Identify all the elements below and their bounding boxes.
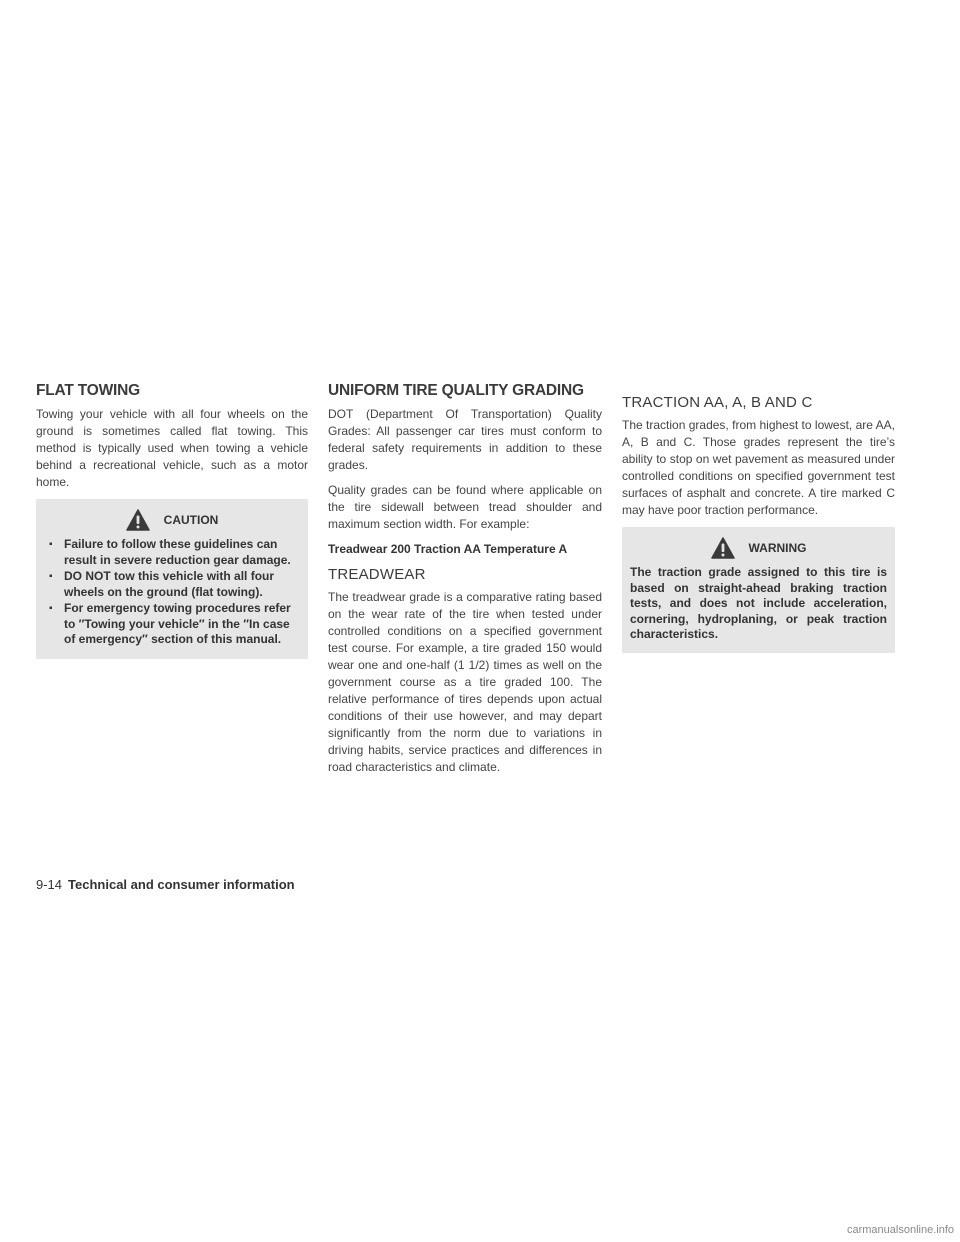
caution-box: [36, 499, 308, 659]
grade-example: Treadwear 200 Traction AA Temperature A: [328, 542, 568, 556]
caution-header: [44, 507, 300, 533]
page-number: 9-14: [36, 877, 63, 892]
warning-triangle-icon: [711, 537, 735, 559]
page-footer: [36, 877, 295, 892]
utqg-heading: UNIFORM TIRE QUALITY GRADING: [328, 382, 584, 399]
warning-label: WARNING: [748, 541, 807, 555]
caution-item: ▪ Failure to follow these guidelines can result in severe reduction gear damage.: [44, 537, 300, 568]
section-title: Technical and consumer information: [68, 877, 295, 892]
caution-list: [44, 537, 300, 648]
caution-item: ▪ For emergency towing procedures refer to ″Towing your vehicle″ in the ″In case of emergency″ section of this manual.: [44, 601, 300, 648]
caution-label: CAUTION: [163, 513, 219, 527]
treadwear-heading: TREADWEAR: [328, 566, 426, 583]
column-utqg: [328, 382, 602, 784]
flat-towing-paragraph: Towing your vehicle with all four wheels on the ground is sometimes called flat towing. This method is typically used when towing a vehicle behind a recreational vehicle, such as a motor home.: [36, 407, 308, 489]
treadwear-paragraph: The treadwear grade is a comparative rating based on the wear rate of the tire when tested under controlled conditions on a specified government test course. For example, a tire graded 150 would wear one and one-half (1 1/2) times as well on the government course as a tire graded 100. The relative performance of tires depends upon actual conditions of their use however, and may depart significantly from the norm due to variations in driving habits, service practices and differences in road characteristics and climate.: [328, 590, 602, 774]
warning-triangle-icon: [126, 509, 150, 531]
column-flat-towing: [36, 382, 308, 659]
traction-paragraph: The traction grades, from highest to lowest, are AA, A, B and C. Those grades represent the tire’s ability to stop on wet pavement as measured under controlled conditions on specified government test surfaces of asphalt and concrete. A tire marked C may have poor traction performance.: [622, 418, 895, 517]
warning-header: [630, 535, 887, 561]
utqg-paragraph-1: DOT (Department Of Transportation) Quality Grades: All passenger car tires must conform to federal safety requirements in addition to these grades.: [328, 407, 602, 472]
warning-box: [622, 527, 895, 653]
watermark[interactable]: carmanualsonline.info: [846, 1224, 954, 1236]
traction-heading: TRACTION AA, A, B AND C: [622, 394, 813, 411]
flat-towing-heading: FLAT TOWING: [36, 382, 140, 399]
caution-item: ▪ DO NOT tow this vehicle with all four wheels on the ground (flat towing).: [44, 569, 300, 600]
warning-text: The traction grade assigned to this tire is based on straight-ahead braking traction tests, and does not include acceleration, cornering, hydroplaning, or peak traction characteristics.: [630, 565, 887, 641]
column-traction: [622, 382, 895, 653]
utqg-paragraph-2: Quality grades can be found where applicable on the tire sidewall between tread shoulder and maximum section width. For example:: [328, 483, 602, 531]
